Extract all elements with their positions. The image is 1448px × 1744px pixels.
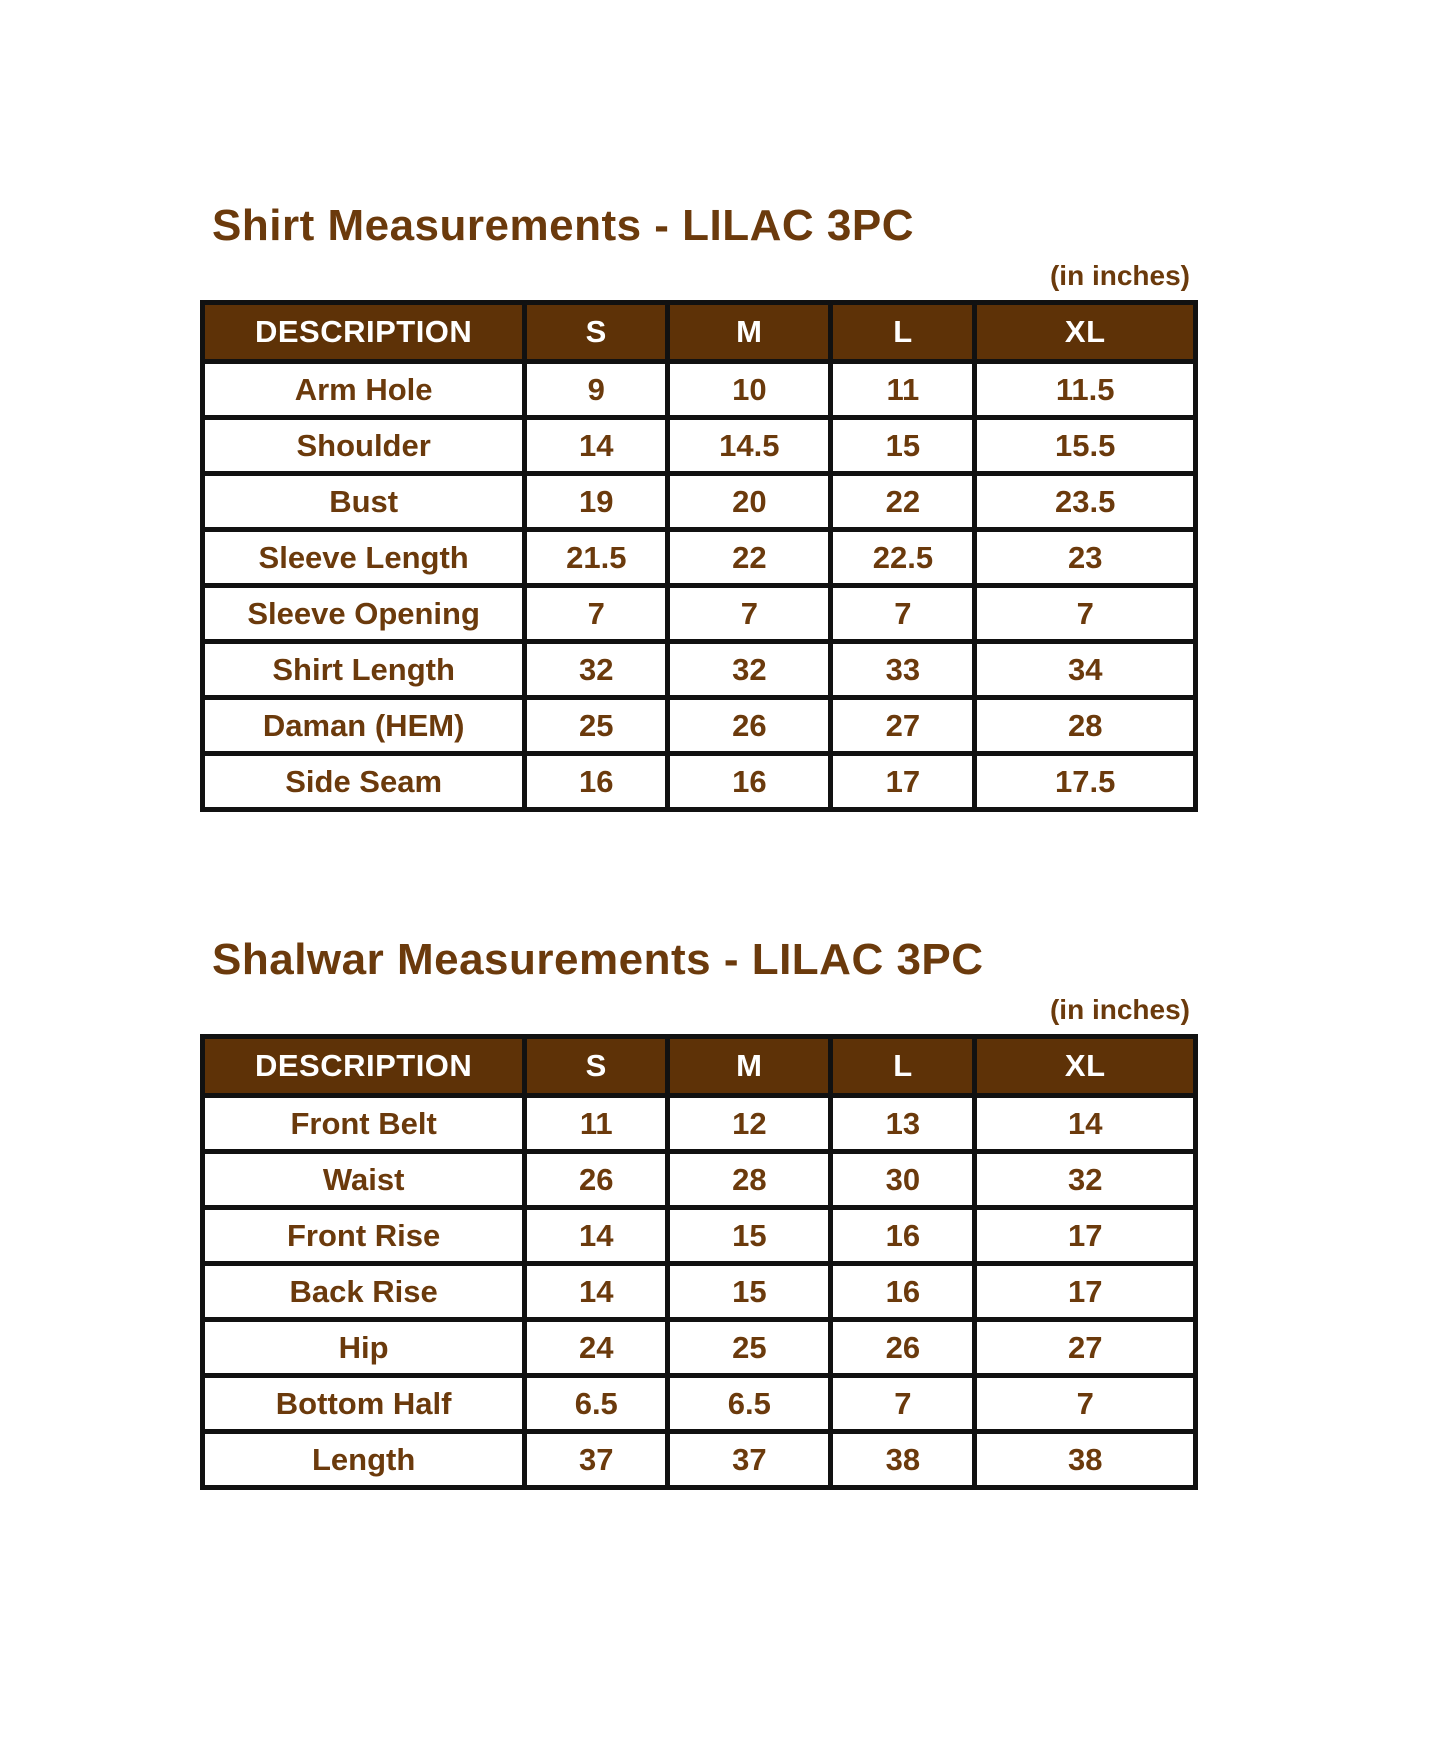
shirt-size-table [200,300,1198,812]
cell-s: 14 [525,1208,668,1264]
row-label: Front Belt [203,1096,525,1152]
row-label: Bust [203,474,525,530]
cell-l: 38 [831,1432,975,1488]
header-size-l: L [831,1037,975,1096]
table-row [203,642,1196,698]
cell-l: 7 [831,586,975,642]
cell-s: 14 [525,418,668,474]
row-label: Shoulder [203,418,525,474]
shalwar-table-body [203,1096,1196,1488]
table-row [203,418,1196,474]
row-label: Front Rise [203,1208,525,1264]
cell-xl: 32 [975,1152,1196,1208]
cell-m: 16 [668,754,831,810]
shalwar-table-header [203,1037,1196,1096]
table-row [203,1376,1196,1432]
row-label: Daman (HEM) [203,698,525,754]
cell-l: 13 [831,1096,975,1152]
header-description: DESCRIPTION [203,303,525,362]
cell-m: 32 [668,642,831,698]
row-label: Length [203,1432,525,1488]
cell-xl: 7 [975,586,1196,642]
cell-l: 30 [831,1152,975,1208]
table-row [203,530,1196,586]
row-label: Bottom Half [203,1376,525,1432]
cell-m: 25 [668,1320,831,1376]
header-description: DESCRIPTION [203,1037,525,1096]
cell-l: 22 [831,474,975,530]
cell-l: 16 [831,1208,975,1264]
shirt-table-body [203,362,1196,810]
header-size-s: S [525,303,668,362]
cell-xl: 7 [975,1376,1196,1432]
header-size-m: M [668,1037,831,1096]
cell-m: 20 [668,474,831,530]
cell-s: 25 [525,698,668,754]
cell-s: 19 [525,474,668,530]
header-row [203,1037,1196,1096]
cell-s: 26 [525,1152,668,1208]
shirt-table-title: Shirt Measurements - LILAC 3PC [212,201,915,250]
table-row [203,474,1196,530]
cell-l: 16 [831,1264,975,1320]
cell-l: 26 [831,1320,975,1376]
row-label: Sleeve Opening [203,586,525,642]
cell-s: 32 [525,642,668,698]
cell-m: 12 [668,1096,831,1152]
cell-m: 37 [668,1432,831,1488]
shalwar-size-table [200,1034,1198,1490]
cell-s: 16 [525,754,668,810]
row-label: Sleeve Length [203,530,525,586]
cell-xl: 23 [975,530,1196,586]
cell-s: 37 [525,1432,668,1488]
shirt-table-header [203,303,1196,362]
shalwar-unit-note: (in inches) [1049,994,1190,1025]
cell-l: 33 [831,642,975,698]
shirt-unit-note: (in inches) [1049,260,1190,291]
cell-m: 15 [668,1264,831,1320]
table-row [203,1264,1196,1320]
cell-m: 10 [668,362,831,418]
table-row [203,586,1196,642]
row-label: Waist [203,1152,525,1208]
row-label: Shirt Length [203,642,525,698]
cell-xl: 38 [975,1432,1196,1488]
cell-l: 15 [831,418,975,474]
header-size-xl: XL [975,303,1196,362]
cell-m: 15 [668,1208,831,1264]
row-label: Hip [203,1320,525,1376]
cell-xl: 34 [975,642,1196,698]
cell-xl: 27 [975,1320,1196,1376]
cell-xl: 14 [975,1096,1196,1152]
cell-s: 11 [525,1096,668,1152]
cell-m: 7 [668,586,831,642]
table-row [203,754,1196,810]
table-row [203,1096,1196,1152]
cell-xl: 17 [975,1208,1196,1264]
cell-xl: 11.5 [975,362,1196,418]
table-row [203,1208,1196,1264]
cell-xl: 23.5 [975,474,1196,530]
cell-s: 9 [525,362,668,418]
cell-xl: 15.5 [975,418,1196,474]
cell-s: 24 [525,1320,668,1376]
row-label: Back Rise [203,1264,525,1320]
table-row [203,1432,1196,1488]
table-row [203,1320,1196,1376]
header-size-l: L [831,303,975,362]
header-size-s: S [525,1037,668,1096]
cell-l: 27 [831,698,975,754]
table-row [203,1152,1196,1208]
row-label: Side Seam [203,754,525,810]
cell-l: 11 [831,362,975,418]
cell-l: 7 [831,1376,975,1432]
cell-s: 14 [525,1264,668,1320]
cell-m: 28 [668,1152,831,1208]
table-row [203,362,1196,418]
cell-s: 6.5 [525,1376,668,1432]
header-row [203,303,1196,362]
cell-s: 21.5 [525,530,668,586]
row-label: Arm Hole [203,362,525,418]
header-size-xl: XL [975,1037,1196,1096]
shalwar-table-title: Shalwar Measurements - LILAC 3PC [212,935,984,984]
cell-m: 14.5 [668,418,831,474]
shirt-measurements-section [200,196,1198,812]
cell-m: 22 [668,530,831,586]
header-size-m: M [668,303,831,362]
cell-m: 26 [668,698,831,754]
cell-l: 22.5 [831,530,975,586]
cell-xl: 17 [975,1264,1196,1320]
shalwar-measurements-section [200,930,1198,1490]
cell-s: 7 [525,586,668,642]
cell-xl: 28 [975,698,1196,754]
cell-m: 6.5 [668,1376,831,1432]
table-row [203,698,1196,754]
cell-l: 17 [831,754,975,810]
cell-xl: 17.5 [975,754,1196,810]
